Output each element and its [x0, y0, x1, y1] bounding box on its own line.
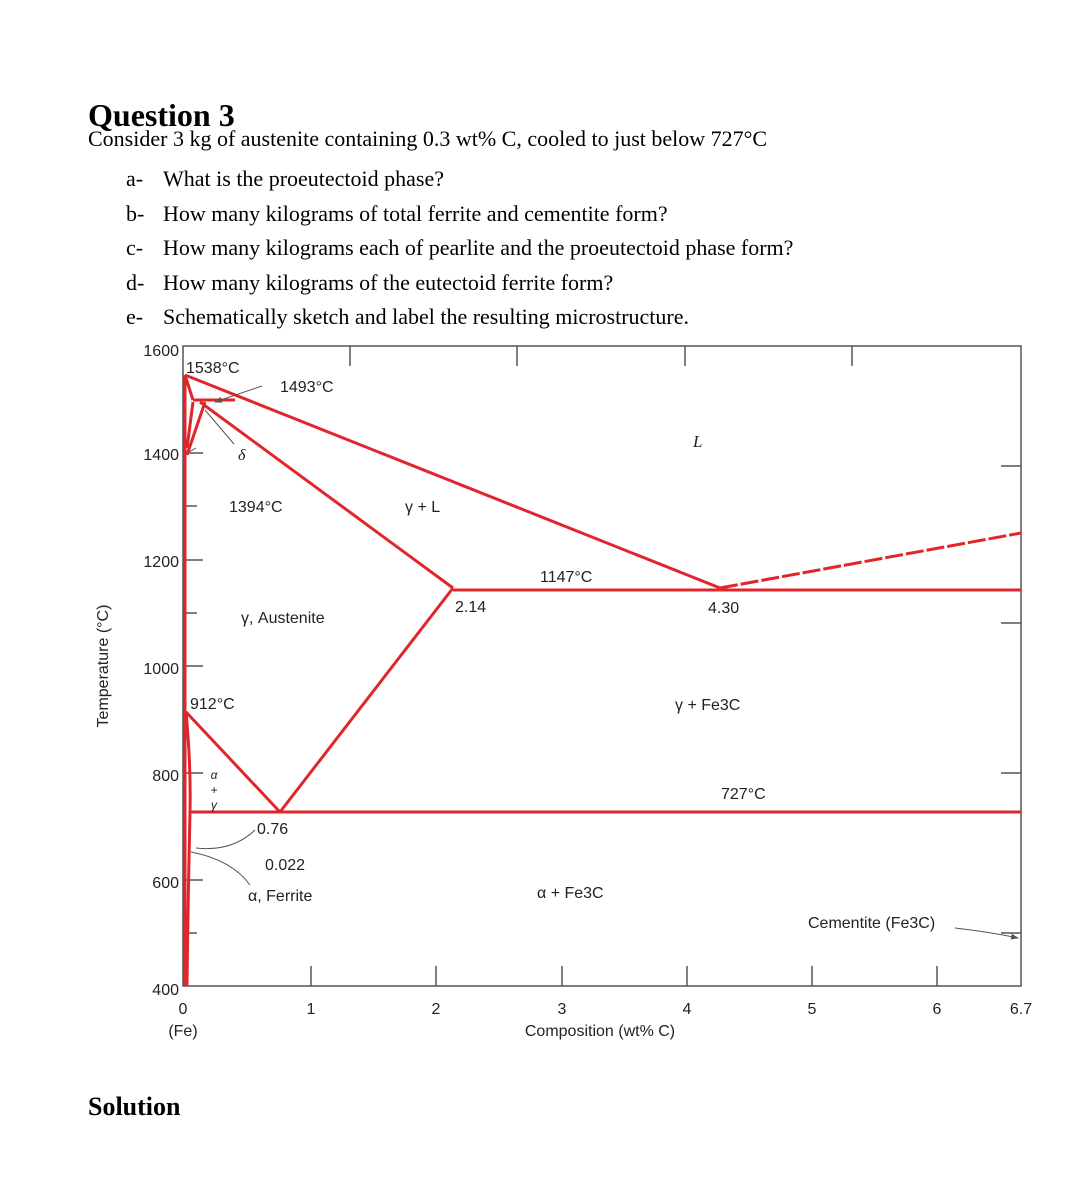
- y-tick-1000: 1000: [143, 661, 179, 678]
- label-912: 912°C: [190, 696, 235, 713]
- x-axis-label: Composition (wt% C): [524, 1023, 676, 1040]
- x-tick-6: 6: [932, 1001, 942, 1018]
- item-text: Schematically sketch and label the resulting microstructure.: [163, 304, 689, 329]
- item-text: What is the proeutectoid phase?: [163, 166, 445, 191]
- phase-austenite: γ, Austenite: [241, 610, 325, 627]
- y-tick-600: 600: [152, 875, 179, 892]
- x-tick-4: 4: [682, 1001, 692, 1018]
- label-1493: 1493°C: [280, 379, 334, 396]
- label-2-14: 2.14: [455, 599, 487, 616]
- label-4-30: 4.30: [708, 600, 740, 617]
- x-tick-3: 3: [557, 1001, 567, 1018]
- label-1394: 1394°C: [229, 499, 283, 516]
- y-axis-label: Temperature (°C): [95, 604, 112, 728]
- label-727: 727°C: [721, 786, 766, 803]
- a3-line: [186, 712, 280, 812]
- x-tick-2: 2: [431, 1001, 441, 1018]
- item-label: b-: [126, 200, 145, 226]
- bottom-ticks: [311, 966, 937, 986]
- x-origin-sublabel: (Fe): [168, 1023, 198, 1040]
- item-text: How many kilograms of the eutectoid ferrite form?: [163, 269, 614, 295]
- label-0-022: 0.022: [265, 857, 306, 874]
- cementite-liquidus: [720, 533, 1021, 588]
- item-text: How many kilograms each of pearlite and the proeutectoid phase form?: [163, 235, 794, 260]
- y-tick-1200: 1200: [143, 554, 179, 571]
- question-title: Question 3: [88, 97, 235, 134]
- phase-alpha-cementite: α + Fe3C: [537, 885, 604, 902]
- item-label: e-: [126, 304, 144, 329]
- question-intro: Consider 3 kg of austenite containing 0.3 wt% C, cooled to just below 727°C: [88, 126, 768, 151]
- x-tick-0: 0: [178, 1001, 188, 1018]
- solution-heading: Solution: [88, 1092, 181, 1121]
- y-tick-400: 400: [152, 982, 179, 999]
- phase-ferrite: α, Ferrite: [248, 888, 313, 905]
- top-ticks: [350, 346, 852, 366]
- ferrite-solvus: [187, 812, 190, 986]
- item-label: a-: [126, 166, 144, 191]
- phase-cementite: Cementite (Fe3C): [808, 915, 936, 932]
- item-label: c-: [126, 235, 144, 260]
- alpha-gamma-boundary: [186, 712, 190, 812]
- y-tick-1400: 1400: [143, 447, 179, 464]
- phase-gamma-liquid: γ + L: [405, 499, 441, 516]
- alpha-gamma-alpha: α: [210, 768, 218, 782]
- item-label: d-: [126, 269, 145, 295]
- phase-gamma-cementite: γ + Fe3C: [675, 697, 741, 714]
- x-tick-6-7: 6.7: [1009, 1001, 1033, 1018]
- label-0-76: 0.76: [257, 821, 289, 838]
- label-1147: 1147°C: [540, 569, 593, 586]
- pointer-lines: [189, 386, 1018, 938]
- x-tick-1: 1: [306, 1001, 316, 1018]
- phase-liquid: L: [693, 432, 703, 451]
- y-tick-1600: 1600: [143, 343, 179, 360]
- phase-delta: δ: [238, 447, 246, 464]
- alpha-gamma-gamma: γ: [211, 798, 217, 812]
- item-text: How many kilograms of total ferrite and cementite form?: [163, 200, 668, 226]
- label-1538: 1538°C: [186, 360, 240, 377]
- y-tick-800: 800: [152, 768, 179, 785]
- alpha-gamma-plus: +: [210, 783, 218, 797]
- liquidus-left: [185, 375, 720, 588]
- x-tick-5: 5: [807, 1001, 817, 1018]
